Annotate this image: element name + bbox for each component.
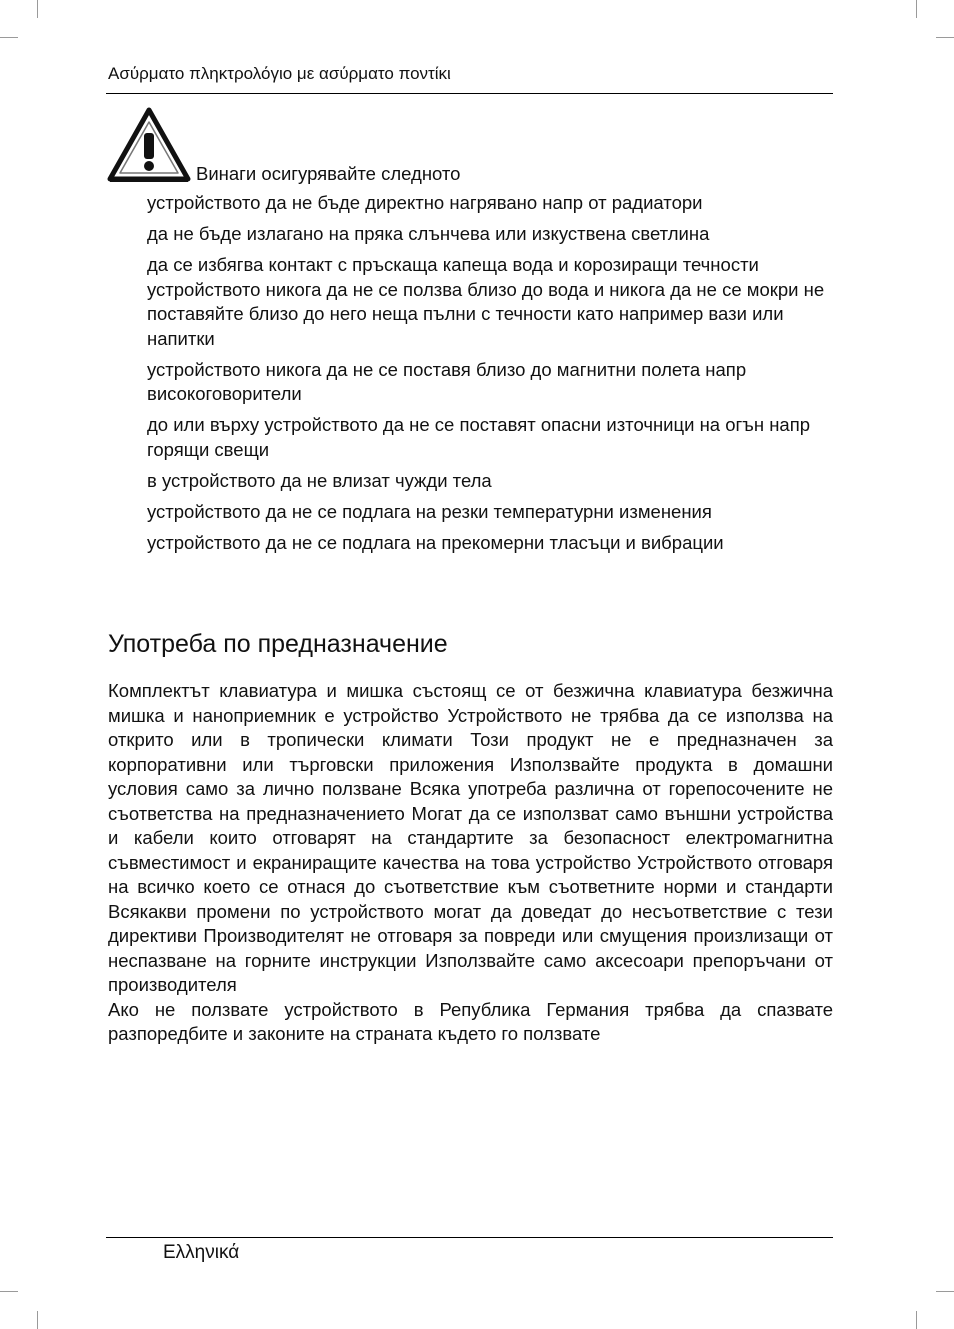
list-item: устройството никога да не се поставя близо до магнитни полета напр високоговорители: [147, 358, 747, 404]
crop-mark: [37, 1311, 38, 1329]
crop-mark: [0, 1291, 18, 1292]
footer-language: Ελληνικά: [163, 1242, 240, 1263]
warning-list: [147, 191, 827, 562]
warning-triangle-icon: [107, 107, 191, 183]
crop-mark: [0, 37, 18, 38]
warning-lead-text: Винаги осигурявайте следното: [196, 163, 461, 184]
list-item: в устройството да не влизат чужди тела: [147, 469, 492, 491]
crop-mark: [936, 1291, 954, 1292]
list-item: да не бъде излагано на пряка слънчева или изкуствена светлина: [147, 223, 710, 244]
section-title: Употреба по предназначение: [108, 630, 448, 658]
section-body: [108, 679, 833, 1047]
list-item: да се избягва контакт с пръскаща капеща вода и корозиращи течности устройството никога да не се ползва близо до вода и никога да не се мокри не поставяйте близо до него неща пълни с течности като например вази или напитки: [147, 254, 825, 349]
list-item: устройството да не се подлага на резки температурни изменения: [147, 500, 712, 522]
header-rule: [106, 93, 833, 94]
crop-mark: [916, 0, 917, 18]
list-item: устройството да не се подлага на прекомерни тласъци и вибрации: [147, 531, 724, 553]
list-item: устройството да не бъде директно нагрявано напр от радиатори: [147, 192, 703, 213]
body-paragraph: Комплектът клавиатура и мишка състоящ се от безжична клавиатура безжична мишка и наноприемник е устройство Устройството не трябва да се използва на открито или в тропически климати Този продукт не е предназначен за корпоративни или търговски приложения Използвайте продукта в домашни условия само за лично ползване Всяка употреба различна от горепосочените не съответства на предназначението Могат да се използват само външни устройства и кабели които отговарят на стандартите за безопасност електромагнитна съвместимост и екраниращите качества на това устройство Устройството отговаря на всичко което се отнася до съответствие към съответните норми и стандарти Всякакви промени по устройството могат да доведат до несъответствие с тези директиви Производителят не отговаря за повреди или смущения произлизащи от неспазване на горните инструкции Използвайте само аксесоари препоръчани от производителя: [108, 680, 833, 995]
page-header-title: Ασύρματο πληκτρολόγιο με ασύρματο ποντίκι: [108, 64, 451, 83]
footer-rule: [106, 1237, 833, 1238]
crop-mark: [37, 0, 38, 18]
body-paragraph: Ако не ползвате устройството в Република Германия трябва да спазвате разпоредбите и законите на страната където го ползвате: [108, 998, 833, 1044]
list-item: до или върху устройството да не се поставят опасни източници на огън напр горящи свещи: [147, 414, 811, 460]
crop-mark: [936, 37, 954, 38]
crop-mark: [916, 1311, 917, 1329]
